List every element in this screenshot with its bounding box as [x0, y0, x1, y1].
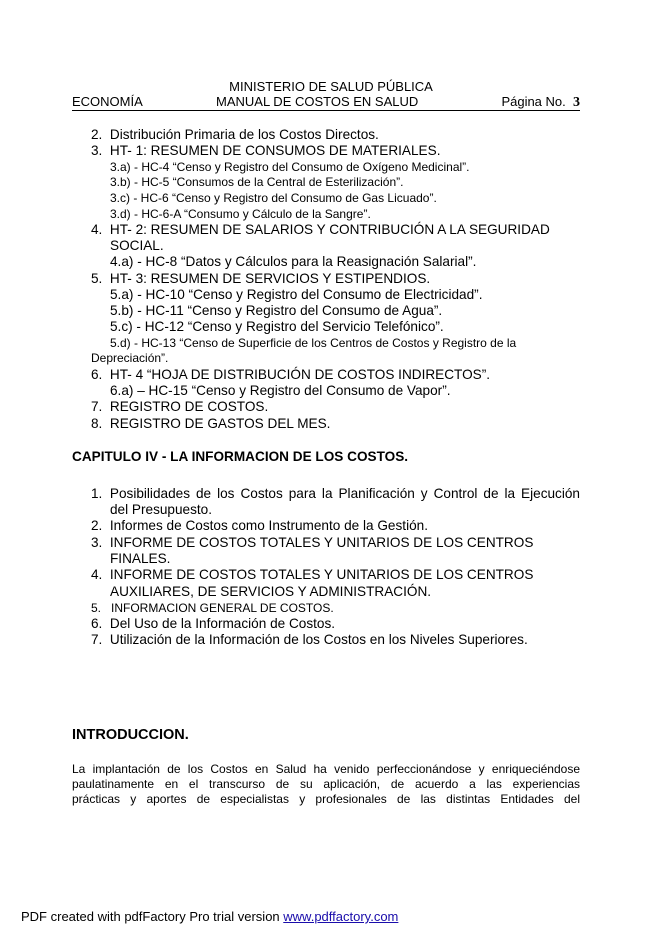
list-item: 2. Informes de Costos como Instrumento de la Gestión. — [91, 518, 428, 533]
list-item: 5. HT- 3: RESUMEN DE SERVICIOS Y ESTIPENDIOS. — [91, 271, 431, 286]
header-ministry: MINISTERIO DE SALUD PÚBLICA — [229, 79, 433, 94]
header-department: ECONOMÍA — [72, 94, 143, 109]
sub-list-item: 5.d) - HC-13 “Censo de Superficie de los Centros de Costos y Registro de la — [110, 336, 517, 350]
intro-title: INTRODUCCION. — [72, 727, 189, 743]
list-item: 3. HT- 1: RESUMEN DE CONSUMOS DE MATERIALES. — [91, 143, 441, 158]
footer-text: PDF created with pdfFactory Pro trial version — [21, 909, 284, 924]
chapter-title: CAPITULO IV - LA INFORMACION DE LOS COSTOS. — [72, 449, 409, 464]
paragraph-line: La implantación de los Costos en Salud ha venido perfeccionándose y enriqueciéndose — [72, 762, 580, 776]
pdf-footer — [21, 909, 398, 924]
list-item: 7. REGISTRO DE COSTOS. — [91, 399, 269, 414]
sub-list-item: 3.c) - HC-6 “Censo y Registro del Consumo de Gas Licuado”. — [110, 191, 437, 205]
sub-list-item: 5.a) - HC-10 “Censo y Registro del Consumo de Electricidad”. — [110, 287, 483, 302]
list-item: 5. INFORMACION GENERAL DE COSTOS. — [91, 601, 334, 615]
paragraph-line: paulatinamente en el transcurso de su aplicación, de acuerdo a las experiencias — [72, 777, 580, 791]
list-item: 6. HT- 4 “HOJA DE DISTRIBUCIÓN DE COSTOS INDIRECTOS”. — [91, 367, 491, 382]
sub-list-item: 6.a) – HC-15 “Censo y Registro del Consumo de Vapor”. — [110, 383, 451, 398]
footer-link[interactable]: www.pdffactory.com — [283, 909, 399, 924]
list-item: 8. REGISTRO DE GASTOS DEL MES. — [91, 416, 331, 431]
list-item-continuation: del Presupuesto. — [110, 502, 213, 517]
page-number: 3 — [573, 95, 580, 110]
list-item-continuation: FINALES. — [110, 551, 171, 566]
paragraph-line: prácticas y aportes de especialistas y profesionales de las distintas Entidades del — [72, 792, 580, 806]
list-item: 3. INFORME DE COSTOS TOTALES Y UNITARIOS DE LOS CENTROS — [91, 535, 534, 550]
page-label: Página No. — [501, 94, 566, 109]
list-item: 7. Utilización de la Información de los Costos en los Niveles Superiores. — [91, 632, 528, 647]
list-item: 4. INFORME DE COSTOS TOTALES Y UNITARIOS DE LOS CENTROS — [91, 567, 534, 582]
sub-list-item-continuation: Depreciación”. — [91, 351, 169, 365]
header-row — [72, 94, 580, 110]
sub-list-item: 5.b) - HC-11 “Censo y Registro del Consumo de Agua”. — [110, 303, 443, 318]
sub-list-item: 3.d) - HC-6-A “Consumo y Cálculo de la Sangre”. — [110, 207, 371, 221]
list-item: 2. Distribución Primaria de los Costos Directos. — [91, 127, 379, 142]
sub-list-item: 3.a) - HC-4 “Censo y Registro del Consumo de Oxígeno Medicinal”. — [110, 160, 470, 174]
header-rule — [72, 110, 580, 111]
list-item: 6. Del Uso de la Información de Costos. — [91, 616, 336, 631]
sub-list-item: 4.a) - HC-8 “Datos y Cálculos para la Reasignación Salarial”. — [110, 254, 477, 269]
list-item: 4. HT- 2: RESUMEN DE SALARIOS Y CONTRIBUCIÓN A LA SEGURIDAD — [91, 222, 550, 237]
header-manual-title: MANUAL DE COSTOS EN SALUD — [216, 94, 419, 109]
list-item-continuation: SOCIAL. — [110, 238, 164, 253]
sub-list-item: 5.c) - HC-12 “Censo y Registro del Servicio Telefónico”. — [110, 319, 444, 334]
sub-list-item: 3.b) - HC-5 “Consumos de la Central de Esterilización”. — [110, 175, 404, 189]
header-page-info — [501, 94, 580, 111]
list-item-continuation: AUXILIARES, DE SERVICIOS Y ADMINISTRACIÓN. — [110, 584, 432, 599]
list-item: 1. Posibilidades de los Costos para la Planificación y Control de la Ejecución — [91, 486, 580, 501]
